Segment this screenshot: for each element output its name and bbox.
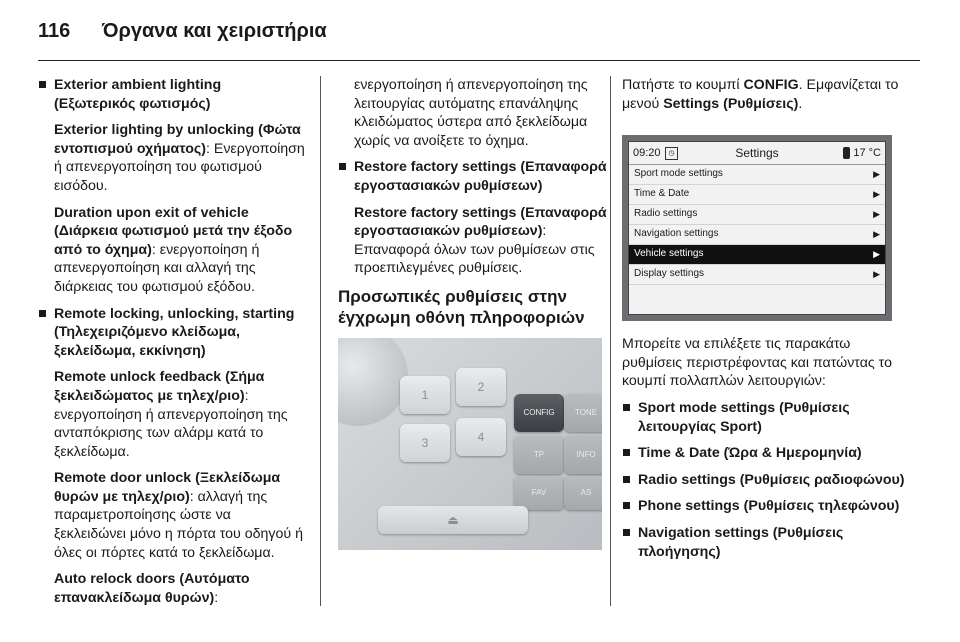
header-rule [38, 60, 920, 61]
tone-button: TONE [564, 394, 602, 432]
bullet-time-date [622, 444, 912, 463]
menu-item-label: Navigation settings [634, 228, 719, 240]
eject-icon: ⏏ [378, 506, 528, 534]
chevron-right-icon: ▶ [873, 249, 880, 260]
screen-time: 09:20 [633, 146, 661, 159]
column-3 [622, 76, 912, 569]
intro-part: . [798, 95, 803, 112]
bullet-title: Remote locking, unlocking, starting (Τηλεχειριζόμενο κλείδωμα, ξεκλείδωμα, εκκίνηση) [54, 305, 295, 359]
setting-desc: : [214, 589, 219, 606]
setting-exit-duration [38, 204, 306, 297]
menu-item-label: Radio settings [634, 208, 698, 220]
fav-button: FAV [514, 476, 564, 510]
column-2 [338, 76, 608, 550]
control-panel-illustration [338, 338, 602, 550]
column-divider-2 [610, 76, 611, 606]
intro-part: . Εμφανίζεται το μενού [622, 77, 899, 112]
bullet-title: Exterior ambient lighting (Εξωτερικός φωτισμός) [54, 77, 222, 112]
bullet-navigation [622, 524, 912, 561]
preset-key-4: 4 [456, 418, 506, 456]
setting-desc: : ενεργοποίηση ή απενεργοποίηση της ανταπόκρισης των αλάρμ κατά το ξεκλείδωμα. [54, 387, 288, 460]
setting-exterior-unlock [38, 121, 306, 195]
chevron-right-icon: ▶ [873, 209, 880, 220]
menu-item-label: Time & Date [634, 188, 690, 200]
intro-menu-name: Settings (Ρυθμίσεις) [663, 95, 799, 112]
setting-door-unlock [38, 469, 306, 562]
clock-icon: ◷ [665, 147, 678, 160]
setting-auto-relock [38, 570, 306, 607]
setting-restore [338, 204, 608, 278]
chevron-right-icon: ▶ [873, 269, 880, 280]
bullet-title: Phone settings (Ρυθμίσεις τηλεφώνου) [638, 498, 900, 515]
section-heading: Προσωπικές ρυθμίσεις στην έγχρωμη οθόνη πληροφοριών [338, 286, 585, 327]
intro-part: Πατήστε το κουμπί [622, 77, 744, 93]
bullet-sport-mode [622, 399, 912, 436]
page-number: 116 [38, 20, 71, 42]
config-button: CONFIG [514, 394, 564, 432]
setting-name: Auto relock doors (Αυτόματο επανακλείδωμα θυρών) [54, 571, 250, 606]
setting-desc: : ενεργοποίηση ή απενεργοποίηση και αλλαγή της διάρκειας του φωτισμού εξόδου. [54, 241, 260, 295]
intro-text [622, 76, 912, 113]
screen-menu-item [629, 165, 885, 185]
setting-name: Restore factory settings (Επαναφορά εργοστασιακών ρυθμίσεων) [354, 204, 607, 240]
menu-item-label: Vehicle settings [634, 248, 704, 260]
page-header [0, 0, 960, 62]
chapter-title: Όργανα και χειριστήρια [102, 20, 327, 42]
screen-menu-item [629, 265, 885, 285]
bullet-phone [622, 497, 912, 516]
screen-menu-item [629, 225, 885, 245]
preset-key-3: 3 [400, 424, 450, 462]
bullet-title: Sport mode settings (Ρυθμίσεις λειτουργίας Sport) [638, 399, 850, 435]
preset-key-1: 1 [400, 376, 450, 414]
display-screen [628, 141, 886, 315]
screen-status-bar [629, 142, 885, 165]
menu-item-label: Display settings [634, 268, 705, 280]
bullet-title: Radio settings (Ρυθμίσεις ραδιοφώνου) [638, 471, 905, 488]
bullet-radio [622, 471, 912, 490]
menu-item-label: Sport mode settings [634, 168, 723, 180]
rotary-dial [338, 338, 408, 426]
bullet-title: Navigation settings (Ρυθμίσεις πλοήγησης) [638, 524, 844, 560]
screen-menu-item-selected [629, 245, 885, 265]
screen-title: Settings [735, 145, 779, 160]
thermometer-icon [843, 147, 850, 159]
screen-menu-item [629, 205, 885, 225]
setting-desc: : αλλαγή της παραμετροποίησης ώστε να ξεκλειδώνει μόνο η πόρτα του οδηγού ή όλες οι πόρτες κατά το ξεκλείδωμα. [54, 488, 303, 561]
setting-name: Remote unlock feedback (Σήμα ξεκλειδώματος με τηλεχ/ριο) [54, 369, 265, 404]
setting-name: Remote door unlock (Ξεκλείδωμα θυρών με τηλεχ/ριο) [54, 470, 281, 505]
screen-temperature [843, 144, 881, 163]
info-button: INFO [564, 436, 602, 474]
temperature-value: 17 °C [853, 146, 881, 159]
column-divider-1 [320, 76, 321, 606]
instruction-paragraph: Μπορείτε να επιλέξετε τις παρακάτω ρυθμίσεις περιστρέφοντας και πατώντας το κουμπί πολλαπλών λειτουργιών: [622, 336, 892, 390]
bullet-title: Restore factory settings (Επαναφορά εργοστασιακών ρυθμίσεων) [354, 159, 607, 194]
setting-desc: : Επαναφορά όλων των ρυθμίσεων στις προεπιλεγμένες ρυθμίσεις. [354, 223, 595, 277]
setting-unlock-feedback [38, 368, 306, 461]
chevron-right-icon: ▶ [873, 169, 880, 180]
preset-key-2: 2 [456, 368, 506, 406]
continued-text: ενεργοποίηση ή απενεργοποίηση της λειτουργίας αυτόματης επανάληψης κλειδώματος ύστερα από ξεκλείδωμα χωρίς να ανοίξετε το όχημα. [354, 77, 588, 149]
setting-desc: : Ενεργοποίηση ή απενεργοποίηση του φωτισμού εισόδου. [54, 140, 305, 194]
screen-menu-item [629, 185, 885, 205]
chevron-right-icon: ▶ [873, 189, 880, 200]
as-button: AS [564, 476, 602, 510]
setting-name: Exterior lighting by unlocking (Φώτα εντοπισμού οχήματος) [54, 122, 301, 157]
bullet-restore-factory [338, 158, 608, 195]
tp-button: TP [514, 436, 564, 474]
chevron-right-icon: ▶ [873, 229, 880, 240]
bullet-exterior-lighting [38, 76, 306, 113]
bullet-title: Time & Date (Ώρα & Ημερομηνία) [638, 445, 862, 462]
setting-name: Duration upon exit of vehicle (Διάρκεια φωτισμού μετά την έξοδο από το όχημα) [54, 204, 293, 258]
intro-button-name: CONFIG [743, 77, 799, 93]
bullet-remote-locking [38, 305, 306, 361]
column-1 [38, 76, 306, 615]
settings-screen-illustration [622, 135, 892, 321]
